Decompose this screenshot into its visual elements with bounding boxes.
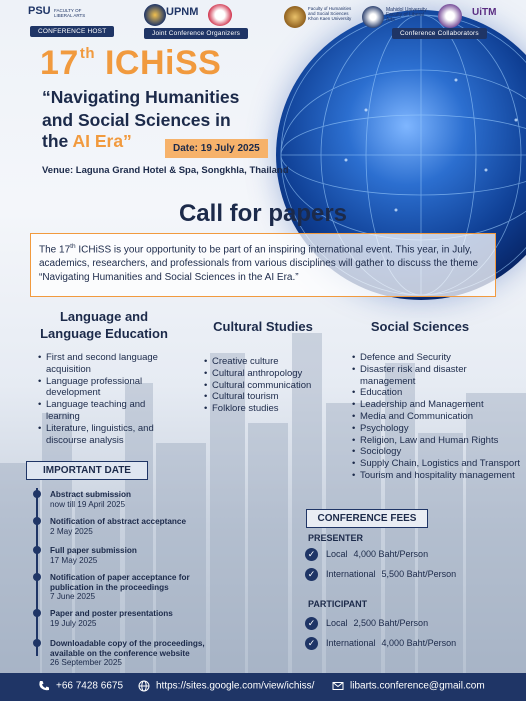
language-column-title: Language and Language Education	[40, 309, 168, 341]
envelope-icon	[332, 680, 344, 692]
conference-host-tag: CONFERENCE HOST	[30, 26, 114, 37]
footer-contact-bar	[0, 673, 526, 701]
timeline-line	[36, 488, 38, 656]
list-item: • Cultural tourism	[204, 391, 324, 403]
list-item: • Psychology	[352, 423, 520, 435]
date-item-presentations: Paper and poster presentations 19 July 2025	[50, 609, 173, 628]
khon-kaen-logo-text: Faculty of Humanities and Social Sciences Khon Kaen University	[308, 6, 352, 21]
collaborators-tag: Conference Collaborators	[392, 28, 487, 39]
list-item: • Creative culture	[204, 356, 324, 368]
list-item: • Sociology	[352, 446, 520, 458]
list-item: • Literature, linguistics, and discourse analysis	[38, 423, 168, 447]
list-item: • First and second language acquisition	[38, 352, 168, 376]
mahidol-logo-text: Mahidol University Faculty of Liberal Arts	[386, 7, 427, 23]
mahidol-seal-logo	[362, 6, 384, 28]
fee-row-participant-international: ✓ International 4,000 Baht/Person	[305, 637, 456, 650]
date-item-full-paper: Full paper submission 17 May 2025	[50, 546, 137, 565]
list-item: • Defence and Security	[352, 352, 520, 364]
ukm-logo	[208, 4, 232, 26]
call-for-papers-heading: Call for papers	[178, 200, 348, 227]
collaborator-seal-logo	[438, 4, 462, 28]
check-circle-icon: ✓	[305, 568, 318, 581]
cultural-column-title: Cultural Studies	[213, 319, 313, 334]
check-circle-icon: ✓	[305, 548, 318, 561]
list-item: • Media and Communication	[352, 411, 520, 423]
presenter-heading: PRESENTER	[308, 533, 364, 543]
list-item: • Supply Chain, Logistics and Transport	[352, 458, 520, 470]
globe-icon	[138, 680, 150, 692]
participant-heading: PARTICIPANT	[308, 599, 368, 609]
list-item: • Religion, Law and Human Rights	[352, 435, 520, 447]
fee-row-participant-local: ✓ Local 2,500 Baht/Person	[305, 617, 428, 630]
phone-icon	[38, 680, 50, 692]
list-item: • Language teaching and learning	[38, 399, 168, 423]
footer-email-link[interactable]: libarts.conference@gmail.com	[332, 680, 485, 692]
intro-text-box: The 17th ICHiSS is your opportunity to be part of an inspiring international event. This year, in July, academics, researchers, and professionals from various disciplines will gather to discuss the theme “Navigating Humanities and Social Sciences in the AI Era.”	[30, 233, 496, 297]
social-topics-list	[352, 352, 520, 482]
list-item: • Language professional development	[38, 376, 168, 400]
list-item: • Leadership and Management	[352, 399, 520, 411]
timeline-dot	[33, 609, 41, 617]
fee-row-presenter-international: ✓ International 5,500 Baht/Person	[305, 568, 456, 581]
footer-website-link[interactable]: https://sites.google.com/view/ichiss/	[138, 680, 314, 692]
timeline-dot	[33, 573, 41, 581]
organizer-seal-logo	[144, 4, 166, 26]
edition-title: 17th ICHiSS	[40, 44, 222, 82]
timeline-dot	[33, 490, 41, 498]
date-item-abstract: Abstract submission now till 19 April 2025	[50, 490, 131, 509]
khon-kaen-seal-logo	[284, 6, 306, 28]
theme-title: “Navigating Humanities and Social Sciences in	[42, 87, 240, 130]
list-item: • Tourism and hospitality management	[352, 470, 520, 482]
upnm-logo: UPNM	[166, 6, 199, 18]
language-topics-list	[38, 352, 168, 446]
uitm-logo: UiTM	[472, 7, 497, 18]
theme-title-ai: the AI Era”	[42, 131, 132, 151]
venue-text: Venue: Laguna Grand Hotel & Spa, Songkhla, Thailand	[42, 165, 289, 176]
date-item-paper-acceptance: Notification of paper acceptance for publication in the proceedings 7 June 2025	[50, 573, 190, 601]
psu-logo: PSU	[28, 5, 51, 17]
joint-organizers-tag: Joint Conference Organizers	[144, 28, 248, 39]
timeline-dot	[33, 546, 41, 554]
timeline-dot	[33, 639, 41, 647]
list-item: • Folklore studies	[204, 403, 324, 415]
list-item: • Cultural communication	[204, 380, 324, 392]
date-badge: Date: 19 July 2025	[165, 139, 268, 158]
cultural-topics-list	[204, 356, 324, 415]
check-circle-icon: ✓	[305, 617, 318, 630]
timeline-dot	[33, 517, 41, 525]
date-item-proceedings: Downloadable copy of the proceedings, available on the conference website 26 September 2025	[50, 639, 205, 667]
list-item: • Cultural anthropology	[204, 368, 324, 380]
important-date-heading: IMPORTANT DATE	[26, 461, 148, 480]
list-item: • Education	[352, 387, 520, 399]
social-column-title: Social Sciences	[370, 319, 470, 334]
date-item-abstract-acceptance: Notification of abstract acceptance 2 May 2025	[50, 517, 187, 536]
conference-fees-heading: CONFERENCE FEES	[306, 509, 428, 528]
list-item: • Disaster risk and disaster management	[352, 364, 520, 388]
check-circle-icon: ✓	[305, 637, 318, 650]
psu-logo-subtitle: FACULTY OF LIBERAL ARTS	[54, 8, 86, 18]
footer-phone[interactable]: +66 7428 6675	[38, 680, 123, 692]
fee-row-presenter-local: ✓ Local 4,000 Baht/Person	[305, 548, 428, 561]
